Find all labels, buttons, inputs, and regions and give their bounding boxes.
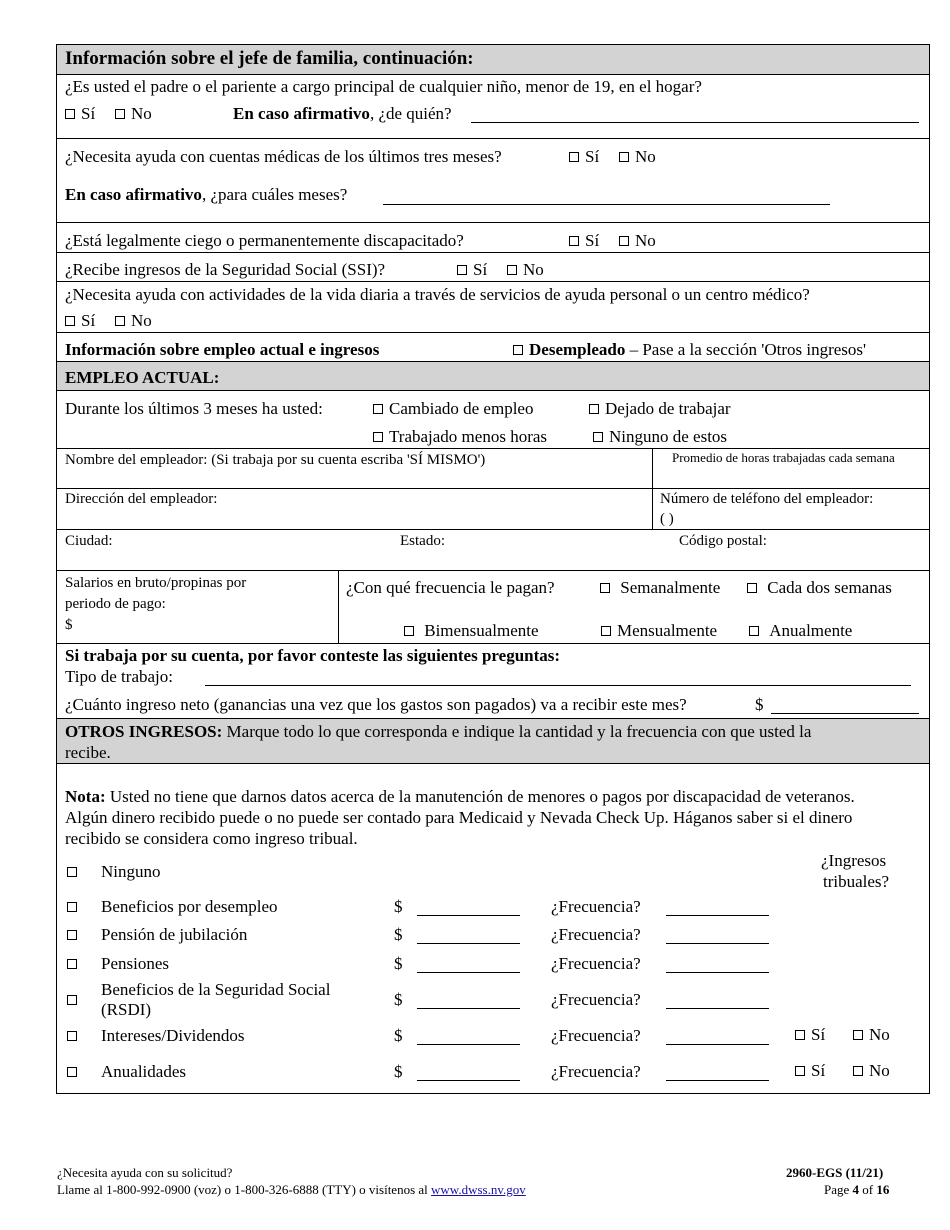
- job-type-label: Tipo de trabajo:: [65, 667, 173, 686]
- checkbox-icon: [507, 265, 517, 275]
- income-dollar-sign: $: [394, 1062, 403, 1081]
- current-employment-heading: EMPLEO ACTUAL:: [65, 368, 220, 387]
- checkbox-icon: [373, 404, 383, 414]
- checkbox-icon: [404, 626, 414, 636]
- income-amount-field[interactable]: [417, 1044, 520, 1045]
- freq-question: ¿Con qué frecuencia le pagan?: [346, 578, 555, 597]
- checkbox-icon: [600, 583, 610, 593]
- income-frequency-label: ¿Frecuencia?: [551, 990, 641, 1009]
- checkbox-icon: [67, 1031, 77, 1041]
- none-checkbox[interactable]: [67, 862, 83, 882]
- checkbox-icon: [115, 109, 125, 119]
- income-frequency-label: ¿Frecuencia?: [551, 954, 641, 973]
- income-item-checkbox[interactable]: [67, 1062, 83, 1082]
- freq-annually[interactable]: Anualmente: [749, 621, 852, 641]
- checkbox-icon: [115, 316, 125, 326]
- note-line-3: recibido se considera como ingreso tribual.: [65, 829, 358, 848]
- divider: [57, 252, 929, 253]
- income-item-label: Beneficios por desempleo: [101, 897, 278, 916]
- income-dollar-sign: $: [394, 990, 403, 1009]
- city-label: Ciudad:: [65, 533, 113, 549]
- checkbox-icon: [747, 583, 757, 593]
- income-item-label: Beneficios de la Seguridad Social: [101, 980, 331, 999]
- opt-stopped[interactable]: Dejado de trabajar: [589, 399, 731, 419]
- divider: [57, 222, 929, 223]
- net-income-dollar: $: [755, 695, 764, 714]
- footer-help: ¿Necesita ayuda con su solicitud?: [57, 1165, 233, 1180]
- checkbox-icon: [569, 236, 579, 246]
- phone-area-code[interactable]: ( ): [660, 511, 674, 527]
- income-item-label: Intereses/Dividendos: [101, 1026, 245, 1045]
- q-ssi-no[interactable]: No: [507, 260, 544, 280]
- employment-heading: Información sobre empleo actual e ingresos: [65, 340, 380, 359]
- q-parent-if-yes: En caso afirmativo, ¿de quién?: [233, 104, 452, 123]
- income-item-label-2: (RSDI): [101, 1000, 152, 1019]
- zip-label: Código postal:: [679, 533, 767, 549]
- q-daily-text: ¿Necesita ayuda con actividades de la vida diaria a través de servicios de ayuda personal o un centro médico?: [65, 285, 810, 304]
- checkbox-icon: [795, 1030, 805, 1040]
- job-type-field[interactable]: [205, 685, 911, 686]
- checkbox-icon: [593, 432, 603, 442]
- note-line-2: Algún dinero recibido puede o no puede ser contado para Medicaid y Nevada Check Up. Háganos saber si el dinero: [65, 808, 853, 827]
- checkbox-icon: [569, 152, 579, 162]
- checkbox-icon: [65, 109, 75, 119]
- checkbox-icon: [601, 626, 611, 636]
- opt-less[interactable]: Trabajado menos horas: [373, 427, 547, 447]
- q-parent-yes[interactable]: Sí: [65, 104, 95, 124]
- checkbox-icon: [65, 316, 75, 326]
- tribal-no[interactable]: No: [853, 1025, 890, 1045]
- whom-field[interactable]: [471, 122, 919, 123]
- income-item-checkbox[interactable]: [67, 954, 83, 974]
- divider: [57, 448, 929, 449]
- last3-label: Durante los últimos 3 meses ha usted:: [65, 399, 323, 418]
- income-amount-field[interactable]: [417, 972, 520, 973]
- divider: [57, 138, 929, 139]
- net-income-field[interactable]: [771, 713, 919, 714]
- q-blind-yes[interactable]: Sí: [569, 231, 599, 251]
- income-frequency-label: ¿Frecuencia?: [551, 925, 641, 944]
- income-dollar-sign: $: [394, 1026, 403, 1045]
- income-item-label: Anualidades: [101, 1062, 186, 1081]
- tribal-label-2: tribuales?: [823, 872, 890, 891]
- divider: [57, 281, 929, 282]
- q-blind-no[interactable]: No: [619, 231, 656, 251]
- unemployed-checkbox[interactable]: Desempleado – Pase a la sección 'Otros ingresos': [513, 340, 866, 360]
- income-frequency-label: ¿Frecuencia?: [551, 1026, 641, 1045]
- checkbox-icon: [67, 995, 77, 1005]
- income-item-checkbox[interactable]: [67, 990, 83, 1010]
- checkbox-icon: [853, 1066, 863, 1076]
- checkbox-icon: [795, 1066, 805, 1076]
- divider: [57, 643, 929, 644]
- checkbox-icon: [853, 1030, 863, 1040]
- footer-call: Llame al 1-800-992-0900 (voz) o 1-800-326-6888 (TTY) o visítenos al www.dwss.nv.gov: [57, 1182, 526, 1197]
- checkbox-icon: [67, 867, 77, 877]
- q-ssi-yes[interactable]: Sí: [457, 260, 487, 280]
- freq-weekly[interactable]: Semanalmente: [600, 578, 720, 598]
- q-parent-no[interactable]: No: [115, 104, 152, 124]
- tribal-label-1: ¿Ingresos: [821, 851, 887, 870]
- checkbox-icon: [67, 959, 77, 969]
- self-employed-heading: Si trabaja por su cuenta, por favor conteste las siguientes preguntas:: [65, 646, 561, 665]
- gross-label-2: periodo de pago:: [65, 596, 166, 612]
- checkbox-icon: [619, 152, 629, 162]
- income-frequency-field[interactable]: [666, 972, 769, 973]
- income-amount-field[interactable]: [417, 943, 520, 944]
- income-frequency-label: ¿Frecuencia?: [551, 1062, 641, 1081]
- divider: [338, 570, 339, 643]
- income-frequency-label: ¿Frecuencia?: [551, 897, 641, 916]
- q-blind-text: ¿Está legalmente ciego o permanentemente discapacitado?: [65, 231, 464, 250]
- note-line-1: Nota: Usted no tiene que darnos datos acerca de la manutención de menores o pagos por discapacidad de veteranos.: [65, 787, 855, 806]
- checkbox-icon: [67, 902, 77, 912]
- footer-url-link[interactable]: www.dwss.nv.gov: [431, 1182, 526, 1197]
- divider: [57, 390, 929, 391]
- checkbox-icon: [513, 345, 523, 355]
- net-income-label: ¿Cuánto ingreso neto (ganancias una vez que los gastos son pagados) va a recibir este mes?: [65, 695, 687, 714]
- income-frequency-field[interactable]: [666, 1080, 769, 1081]
- divider: [57, 763, 929, 764]
- q-medical-text: ¿Necesita ayuda con cuentas médicas de los últimos tres meses?: [65, 147, 502, 166]
- freq-monthly[interactable]: Mensualmente: [601, 621, 717, 641]
- checkbox-icon: [457, 265, 467, 275]
- income-item-checkbox[interactable]: [67, 925, 83, 945]
- other-income-heading: OTROS INGRESOS: Marque todo lo que corresponda e indique la cantidad y la frecuencia con que usted la: [65, 722, 812, 741]
- divider: [57, 570, 929, 571]
- income-amount-field[interactable]: [417, 1008, 520, 1009]
- income-amount-field[interactable]: [417, 1080, 520, 1081]
- divider: [57, 529, 929, 530]
- gross-dollar: $: [65, 617, 73, 633]
- checkbox-icon: [67, 1067, 77, 1077]
- employer-phone-label: Número de teléfono del empleador:: [660, 491, 874, 507]
- income-dollar-sign: $: [394, 925, 403, 944]
- checkbox-icon: [67, 930, 77, 940]
- employer-name-label: Nombre del empleador: (Si trabaja por su cuenta escriba 'SÍ MISMO'): [65, 452, 486, 468]
- q-parent-text: ¿Es usted el padre o el pariente a cargo principal de cualquier niño, menor de 19, en el hogar?: [65, 77, 702, 96]
- q-daily-yes[interactable]: Sí: [65, 311, 95, 331]
- q-medical-yes[interactable]: Sí: [569, 147, 599, 167]
- tribal-yes[interactable]: Sí: [795, 1025, 825, 1045]
- income-item-checkbox[interactable]: [67, 1026, 83, 1046]
- opt-changed[interactable]: Cambiado de empleo: [373, 399, 533, 419]
- income-dollar-sign: $: [394, 954, 403, 973]
- checkbox-icon: [373, 432, 383, 442]
- income-frequency-field[interactable]: [666, 915, 769, 916]
- page-title: Información sobre el jefe de familia, continuación:: [65, 48, 474, 69]
- income-item-checkbox[interactable]: [67, 897, 83, 917]
- form: [56, 44, 930, 1094]
- divider: [57, 332, 929, 333]
- checkbox-icon: [619, 236, 629, 246]
- income-item-label: Pensiones: [101, 954, 169, 973]
- opt-none[interactable]: Ninguno de estos: [593, 427, 727, 447]
- state-label: Estado:: [400, 533, 445, 549]
- checkbox-icon: [749, 626, 759, 636]
- form-id: 2960-EGS (11/21): [786, 1165, 884, 1180]
- q-ssi-text: ¿Recibe ingresos de la Seguridad Social (SSI)?: [65, 260, 386, 279]
- q-medical-if-yes: En caso afirmativo, ¿para cuáles meses?: [65, 185, 348, 204]
- avg-hours-label: Promedio de horas trabajadas cada semana: [672, 450, 895, 465]
- income-frequency-field[interactable]: [666, 943, 769, 944]
- none-label: Ninguno: [101, 862, 161, 881]
- employer-address-label: Dirección del empleador:: [65, 491, 218, 507]
- q-medical-no[interactable]: No: [619, 147, 656, 167]
- income-amount-field[interactable]: [417, 915, 520, 916]
- tribal-yes[interactable]: Sí: [795, 1061, 825, 1081]
- tribal-no[interactable]: No: [853, 1061, 890, 1081]
- income-frequency-field[interactable]: [666, 1044, 769, 1045]
- page-number: Page 4 of 16: [824, 1182, 890, 1197]
- months-field[interactable]: [383, 204, 830, 205]
- income-item-label: Pensión de jubilación: [101, 925, 248, 944]
- other-income-heading-2: recibe.: [65, 743, 111, 762]
- income-frequency-field[interactable]: [666, 1008, 769, 1009]
- freq-semimonthly[interactable]: Bimensualmente: [404, 621, 539, 641]
- checkbox-icon: [589, 404, 599, 414]
- divider: [57, 74, 929, 75]
- q-daily-no[interactable]: No: [115, 311, 152, 331]
- income-dollar-sign: $: [394, 897, 403, 916]
- gross-label-1: Salarios en bruto/propinas por: [65, 575, 247, 591]
- freq-biweekly[interactable]: Cada dos semanas: [747, 578, 892, 598]
- divider: [57, 488, 929, 489]
